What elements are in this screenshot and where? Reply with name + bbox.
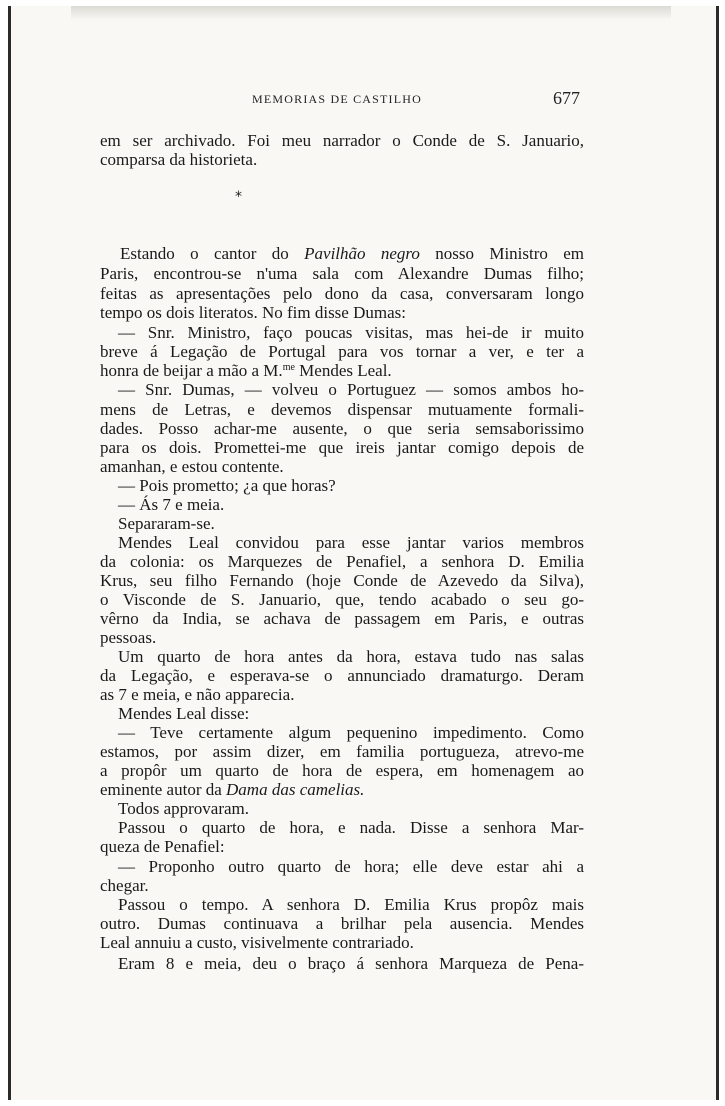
text-line: chegar. — [100, 876, 149, 895]
text-line: para os dois. Promettei-me que ireis jantar comigo depois de — [100, 438, 584, 457]
text-line: Um quarto de hora antes da hora, estava tudo nas salas — [118, 647, 584, 666]
text-line: da colonia: os Marquezes de Penafiel, a senhora D. Emilia — [100, 552, 584, 571]
text-line: Paris, encontrou-se n'uma sala com Alexandre Dumas filho; — [100, 264, 584, 283]
text-line: a propôr um quarto de hora de espera, em homenagem ao — [100, 761, 584, 780]
text-line: dades. Posso achar-me ausente, o que seria semsaborissimo — [100, 419, 584, 438]
text-line: Eram 8 e meia, deu o braço á senhora Marqueza de Pena- — [118, 954, 584, 973]
section-separator: * — [235, 189, 242, 205]
text-line: vêrno da India, se achava de passagem em Paris, e outras — [100, 609, 584, 628]
page-edge-shadow — [71, 6, 671, 20]
text-line: tempo os dois literatos. No fim disse Dumas: — [100, 303, 406, 322]
text-line: Leal annuiu a custo, visivelmente contrariado. — [100, 933, 414, 952]
text-line: estamos, por assim dizer, em familia portugueza, atrevo-me — [100, 742, 584, 761]
text-line: Todos approvaram. — [118, 799, 249, 818]
text-line: as 7 e meia, e não apparecia. — [100, 685, 295, 704]
text-line: — Snr. Ministro, faço poucas visitas, mas hei-de ir muito — [118, 323, 584, 342]
text-line: — Teve certamente algum pequenino impedimento. Como — [118, 723, 584, 742]
text-line: outro. Dumas continuava a brilhar pela ausencia. Mendes — [100, 914, 584, 933]
text-line: — Proponho outro quarto de hora; elle deve estar ahi a — [118, 857, 584, 876]
page-number: 677 — [553, 88, 580, 108]
text-line: Mendes Leal convidou para esse jantar varios membros — [118, 533, 584, 552]
text-line: breve á Legação de Portugal para vos tornar a ver, e ter a — [100, 342, 584, 361]
text-line: Passou o tempo. A senhora D. Emilia Krus propôz mais — [118, 895, 584, 914]
text-line: o Visconde de S. Januario, que, tendo acabado o seu go- — [100, 590, 584, 609]
page-header — [100, 88, 584, 112]
text-line: Mendes Leal disse: — [118, 704, 250, 723]
text-line: — Pois prometto; ¿a que horas? — [118, 476, 336, 495]
text-line: mens de Letras, e devemos dispensar mutuamente formali- — [100, 400, 584, 419]
text-line: Separaram-se. — [118, 514, 215, 533]
text-line: Estando o cantor do Pavilhão negro nosso Ministro em — [120, 244, 585, 263]
text-line: Krus, seu filho Fernando (hoje Conde de Azevedo da Silva), — [100, 571, 584, 590]
text-line: comparsa da historieta. — [100, 150, 258, 169]
text-line: amanhan, e estou contente. — [100, 457, 284, 476]
running-title: MEMORIAS DE CASTILHO — [252, 92, 423, 106]
text-line: eminente autor da Dama das camelias. — [100, 780, 365, 799]
text-line: Passou o quarto de hora, e nada. Disse a senhora Mar- — [118, 818, 584, 837]
text-line: da Legação, e esperava-se o annunciado dramaturgo. Deram — [100, 666, 584, 685]
text-line: feitas as apresentações pelo dono da casa, conversaram longo — [100, 284, 584, 303]
text-line: queza de Penafiel: — [100, 837, 225, 856]
text-line: pessoas. — [100, 628, 157, 647]
text-line: em ser archivado. Foi meu narrador o Conde de S. Januario, — [100, 131, 584, 150]
text-line: honra de beijar a mão a M.$^{me}$ Mendes Leal. — [100, 361, 392, 380]
text-line: — Snr. Dumas, — volveu o Portuguez — somos ambos ho- — [118, 380, 584, 399]
text-line: — Ás 7 e meia. — [118, 495, 225, 514]
